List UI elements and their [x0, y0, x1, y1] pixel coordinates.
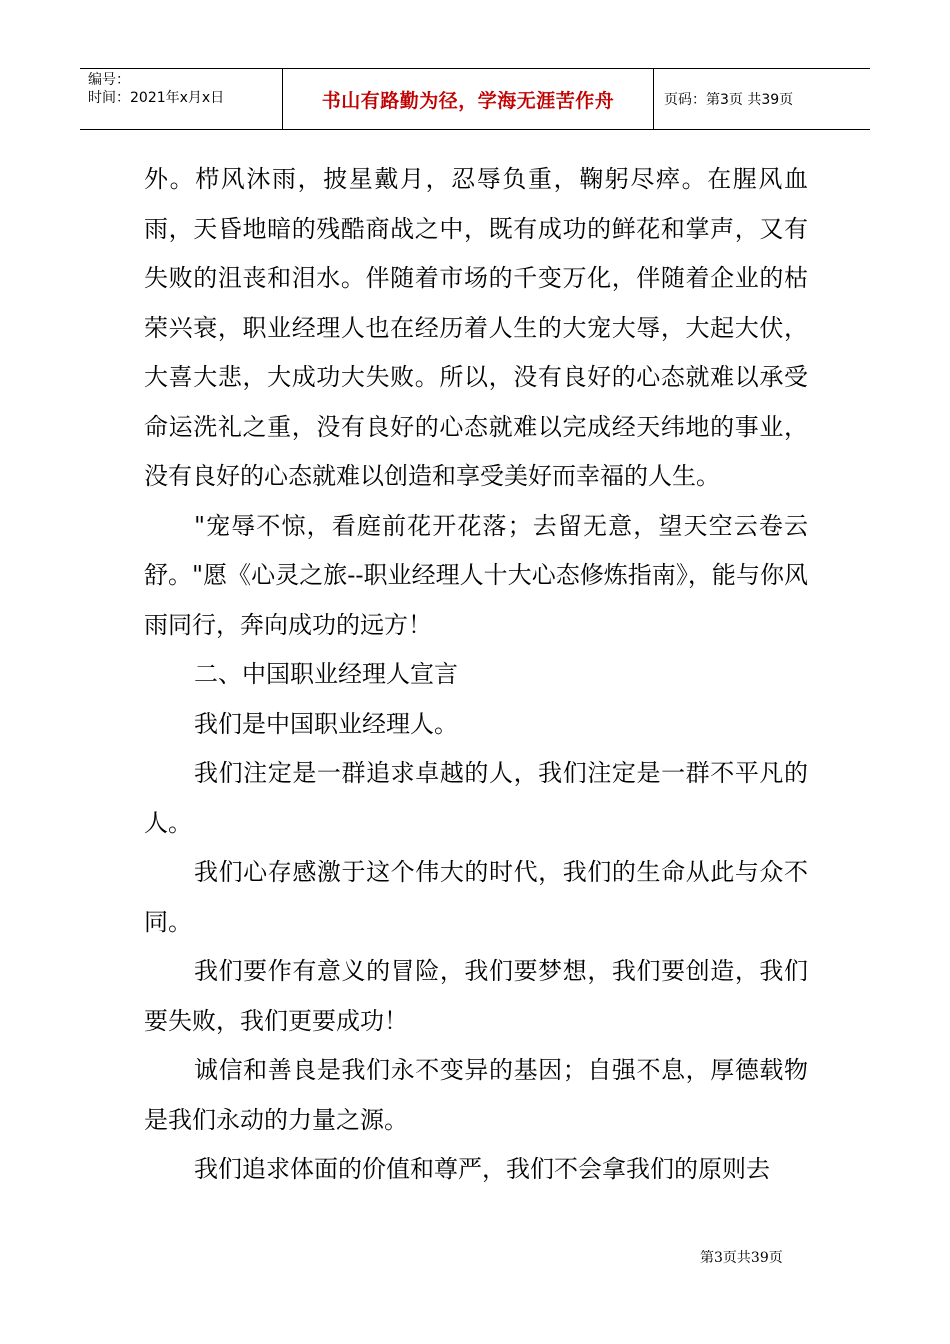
header-motto-cell — [282, 69, 654, 129]
paragraph: 外。栉风沐雨，披星戴月，忍辱负重，鞠躬尽瘁。在腥风血雨，天昏地暗的残酷商战之中，既有成功的鲜花和掌声，又有失败的沮丧和泪水。伴随着市场的千变万化，伴随着企业的枯荣兴衰，职业经理人也在经历着人生的大宠大辱，大起大伏，大喜大悲，大成功大失败。所以，没有良好的心态就难以承受命运洗礼之重，没有良好的心态就难以完成经天纬地的事业，没有良好的心态就难以创造和享受美好而幸福的人生。 — [144, 165, 808, 490]
paragraph: 诚信和善良是我们永不变异的基因；自强不息，厚德载物是我们永动的力量之源。 — [144, 1056, 808, 1134]
paragraph: 我们追求体面的价值和尊严，我们不会拿我们的原则去 — [194, 1155, 770, 1183]
document-body — [144, 155, 808, 1195]
paragraph: "宠辱不惊，看庭前花开花落；去留无意，望天空云卷云舒。"愿《心灵之旅--职业经理人十大心态修炼指南》，能与你风雨同行，奔向成功的远方！ — [144, 511, 808, 639]
time-label: 时间：2021年x月x日 — [88, 90, 225, 106]
document-header — [80, 68, 870, 130]
number-label: 编号： — [88, 72, 130, 88]
header-page-cell — [654, 69, 870, 129]
header-page-code: 页码：第3页 共39页 — [664, 92, 794, 108]
paragraph: 我们注定是一群追求卓越的人，我们注定是一群不平凡的人。 — [144, 759, 808, 837]
paragraph: 我们要作有意义的冒险，我们要梦想，我们要创造，我们要失败，我们更要成功！ — [144, 957, 808, 1035]
paragraph: 我们心存感激于这个伟大的时代，我们的生命从此与众不同。 — [144, 858, 808, 936]
section-heading: 二、中国职业经理人宣言 — [194, 660, 458, 688]
page-footer: 第3页共39页 — [700, 1250, 783, 1266]
header-motto: 书山有路勤为径，学海无涯苦作舟 — [321, 89, 615, 112]
paragraph: 我们是中国职业经理人。 — [194, 709, 458, 738]
header-info-cell — [80, 69, 282, 129]
